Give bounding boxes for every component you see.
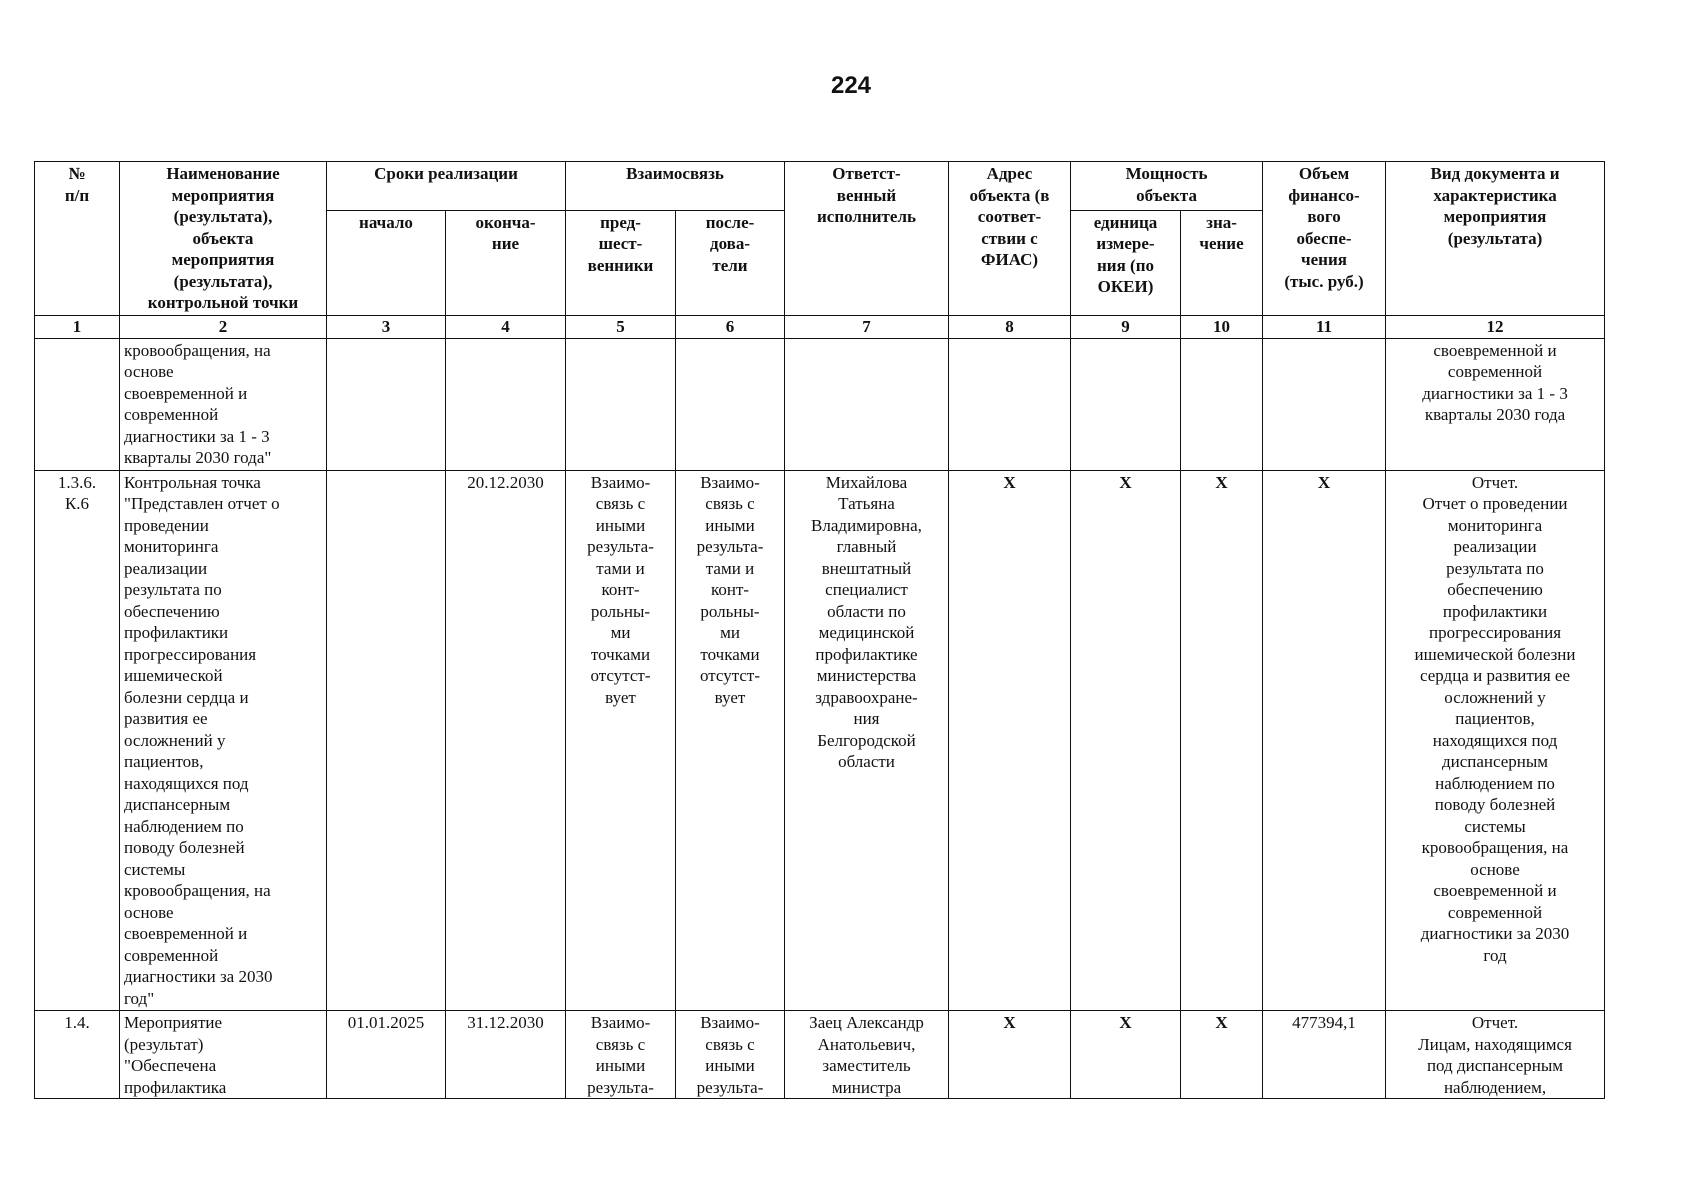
- row-number-text: 1.4.: [64, 1013, 90, 1032]
- row-next: [676, 338, 785, 470]
- row-address: [949, 338, 1071, 470]
- page-number: 224: [830, 72, 872, 99]
- row-pred: [566, 1011, 676, 1099]
- col-number: 11: [1263, 315, 1386, 338]
- col-number: 7: [785, 315, 949, 338]
- header-responsible: Ответст- венный исполнитель: [785, 162, 949, 316]
- header-group-link: Взаимосвязь: [566, 162, 785, 211]
- header-doc-type: Вид документа и характеристика мероприятия (результата): [1386, 162, 1605, 316]
- row-next: Взаимо- связь с иными результа- тами и конт- рольны- ми точками отсутст- вует: [676, 470, 785, 1011]
- row-name-text: Мероприятие (результат) "Обеспечена профилактика: [124, 1013, 227, 1097]
- header-finance: Объем финансо- вого обеспе- чения (тыс. руб.): [1263, 162, 1386, 316]
- row-unit-text: X: [1119, 1013, 1132, 1032]
- row-pred: Взаимо- связь с иными результа- тами и конт- рольны- ми точками отсутст- вует: [566, 470, 676, 1011]
- header-col-2: Наименование мероприятия (результата), объекта мероприятия (результата), контрольной точки: [120, 162, 327, 316]
- row-number: 1.3.6. К.6: [35, 470, 120, 1011]
- row-address: [949, 1011, 1071, 1099]
- row-unit: X: [1071, 470, 1181, 1011]
- row-start: [327, 470, 446, 1011]
- row-start: [327, 1011, 446, 1099]
- header-pred: пред- шест- венники: [566, 210, 676, 315]
- header-group-terms: Сроки реализации: [327, 162, 566, 211]
- row-pred-text: Взаимо- связь с иными результа-: [587, 1013, 654, 1097]
- header-col-1: № п/п: [35, 162, 120, 316]
- row-finance: [1263, 338, 1386, 470]
- header-row-1: [35, 162, 1605, 211]
- header-group-capacity: Мощность объекта: [1071, 162, 1263, 211]
- row-value: X: [1181, 470, 1263, 1011]
- header-value: зна- чение: [1181, 210, 1263, 315]
- row-finance: [1263, 1011, 1386, 1099]
- row-name: кровообращения, на основе своевременной и современной диагностики за 1 - 3 кварталы 2030 года": [120, 338, 327, 470]
- row-number: [35, 338, 120, 470]
- col-number: 9: [1071, 315, 1181, 338]
- row-doc: своевременной и современной диагностики за 1 - 3 кварталы 2030 года: [1386, 338, 1605, 470]
- row-doc: Отчет. Отчет о проведении мониторинга реализации результата по обеспечению профилактики прогрессирования ишемической болезни сердца и развития ее осложнений у пациентов, находящихся под диспансерным наблюдением по поводу болезней системы кровообращения, на основе своевременной и современной диагностики за 2030 год: [1386, 470, 1605, 1011]
- header-unit: единица измере- ния (по ОКЕИ): [1071, 210, 1181, 315]
- table-row: [35, 338, 1605, 470]
- col-number: 8: [949, 315, 1071, 338]
- row-doc: [1386, 1011, 1605, 1099]
- table-row: [35, 470, 1605, 1011]
- col-number: 4: [446, 315, 566, 338]
- row-end: 20.12.2030: [446, 470, 566, 1011]
- row-responsible: [785, 1011, 949, 1099]
- row-number: [35, 1011, 120, 1099]
- col-number: 5: [566, 315, 676, 338]
- header-next: после- дова- тели: [676, 210, 785, 315]
- row-next: [676, 1011, 785, 1099]
- header-start: начало: [327, 210, 446, 315]
- col-number: 3: [327, 315, 446, 338]
- col-number: 6: [676, 315, 785, 338]
- row-name: Контрольная точка "Представлен отчет о проведении мониторинга реализации результата по обеспечению профилактики прогрессирования ишемической болезни сердца и развития ее осложнений у пациентов, находящихся под диспансерным наблюдением по поводу болезней системы кровообращения, на основе своевременной и современной диагностики за 2030 год": [120, 470, 327, 1011]
- row-finance: X: [1263, 470, 1386, 1011]
- column-number-row: [35, 315, 1605, 338]
- row-value-text: X: [1215, 1013, 1228, 1032]
- header-end: оконча- ние: [446, 210, 566, 315]
- table-row: [35, 1011, 1605, 1099]
- row-start: [327, 338, 446, 470]
- header-address: Адрес объекта (в соответ- ствии с ФИАС): [949, 162, 1071, 316]
- row-value: [1181, 1011, 1263, 1099]
- row-end: [446, 338, 566, 470]
- row-responsible: [785, 338, 949, 470]
- row-responsible: Михайлова Татьяна Владимировна, главный внештатный специалист области по медицинской профилактике министерства здравоохране- ния Белгородской области: [785, 470, 949, 1011]
- row-responsible-text: Заец Александр Анатольевич, заместитель министра: [809, 1013, 924, 1097]
- col-number: 1: [35, 315, 120, 338]
- col-number: 12: [1386, 315, 1605, 338]
- row-name: [120, 1011, 327, 1099]
- col-number: 2: [120, 315, 327, 338]
- row-unit: [1071, 1011, 1181, 1099]
- row-address: X: [949, 470, 1071, 1011]
- row-unit: [1071, 338, 1181, 470]
- col-number: 10: [1181, 315, 1263, 338]
- row-doc-text: Отчет. Лицам, находящимся под диспансерным наблюдением,: [1418, 1013, 1572, 1097]
- row-finance-text: 477394,1: [1292, 1013, 1356, 1032]
- row-address-text: X: [1003, 1013, 1016, 1032]
- row-value: [1181, 338, 1263, 470]
- row-start-text: 01.01.2025: [347, 1013, 425, 1032]
- row-end: [446, 1011, 566, 1099]
- row-next-text: Взаимо- связь с иными результа-: [696, 1013, 764, 1097]
- row-end-text: 31.12.2030: [467, 1013, 544, 1032]
- plan-table: [34, 161, 1605, 1099]
- row-pred: [566, 338, 676, 470]
